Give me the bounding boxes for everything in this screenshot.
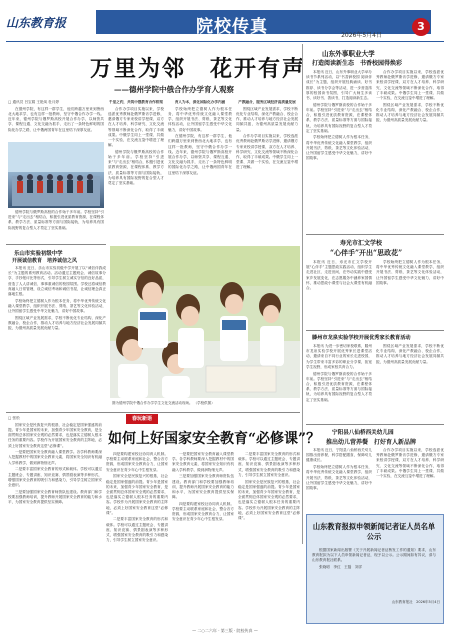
- right-story-2-col1: [306, 260, 372, 326]
- group-photo-small-figures: [8, 142, 104, 208]
- right-story-1-text-col2: 合作办学项目实施以来，学校选派优秀教师赴俄罗斯访学进修，邀请俄方专家来校讲学授课，双方在人才培养、科学研究、文化交流等领域不断深化合作，取得了丰硕成果。中俄学生同上一堂课、共做一个实验，在交流互鉴中增进了理解。: [376, 70, 444, 101]
- right-story-2-subheadline: “心伴手”开出“思政花”: [330, 248, 403, 257]
- notice-text: 根据国家新闻出版署《关于开展新闻记者证核发工作的通知》要求，山东教育报拟为以下人员申领新闻记者证，现予以公示。公示期间如有异议，请与山东教育报社联系。: [312, 548, 436, 563]
- main-paragraph-3: 合作办学项目实施以来，学校选派优秀教师赴俄罗斯访学进修，邀请俄方专家来校讲学授课，双方在人才培养、科学研究、文化交流等领域不断深化合作，取得了丰硕成果。中俄学生同上一堂课、共做一个实验，在交流互鉴中增进了理解。: [108, 106, 164, 148]
- main-story-col1b: [8, 210, 104, 238]
- right-story-1-text-cont: 德州学院与俄罗斯高校的合作始于多年前。学校坚持“引进来”与“走出去”相结合，积极引进优质教育资源，在课程体系、教学方法、质量标准等方面与国际接轨，为培养具有国际视野的复合型人才奠定了坚实基础。: [306, 102, 372, 133]
- bottom-paragraph-2: 一是要把国家安全教育融入课堂教学。各学科教师要深入挖掘教材中的国家安全教育元素，将国家安全知识有机融入学科教学，做到润物细无声。: [8, 450, 102, 465]
- right-story-3-headline: 滕州市龙泉实验学校开展优秀家长教育活动: [312, 335, 411, 341]
- bottom-story-top-rule: [6, 412, 300, 413]
- left-story-subheadline: 开展诚信教育 培养诚信之风: [12, 258, 78, 264]
- right-story-1-col2: [376, 70, 444, 230]
- left-story-headline: 乐山市实验初级中学: [14, 251, 63, 257]
- bottom-paragraph-3-cont: 二是要丰富国家安全教育的形式和载体。学校可以通过主题班会、专题讲座、知识竞赛、情景剧表演等多种形式，增强国家安全教育的吸引力和感染力，引导学生树立国家安全意识。: [106, 517, 168, 543]
- right-story-1-text-col2b: 围绕区域产业发展需求，学校不断优化专业结构，深化产教融合、校企合作，推动人才培养与地方经济社会发展同频共振，为德州高质量发展贡献力量。: [376, 102, 444, 123]
- main-photo-scene: [110, 246, 300, 398]
- bottom-paragraph-3: 二是要丰富国家安全教育的形式和载体。学校可以通过主题班会、专题讲座、知识竞赛、情景剧表演等多种形式，增强国家安全教育的吸引力和感染力，引导学生树立国家安全意识。: [8, 467, 102, 487]
- bottom-byline: □ 张松: [8, 416, 20, 420]
- bottom-paragraph-3-cont2: 二是要丰富国家安全教育的形式和载体。学校可以通过主题班会、专题讲座、知识竞赛、情景剧表演等多种形式，增强国家安全教育的吸引力和感染力，引导学生树立国家安全意识。: [238, 452, 300, 477]
- right-story-4-text: 本报讯 近日，宁阳县八仙桥西关幼儿园推出营养餐，科学搭配膳食，保障幼儿健康成长。: [306, 448, 372, 463]
- right-story-3-col2: [376, 344, 444, 420]
- section-title: 院校传真: [196, 17, 268, 37]
- bottom-story-col2: [106, 452, 168, 624]
- right-story-2-headline: 寿光市汇文学校: [340, 240, 383, 247]
- bottom-paragraph-1-cont2: 国家安全是民族复兴的根基，社会稳定是国家强盛的前提。青少年是国家的未来，加强青少年国家安全教育，是全面贯彻总体国家安全观的必然要求，也是落实立德树人根本任务的重要内容。学校作为开展国家安全教育的主阵地，必须上好国家安全教育这堂“必修课”。: [238, 479, 300, 520]
- photo-caption-credit: （学校供图）: [193, 401, 215, 405]
- right-rule-1: [306, 234, 444, 235]
- bottom-paragraph-5-cont: 四是要构建家校社协同育人机制。学校要主动联系家庭和社会，整合各方资源，形成国家安全教育合力，让国家安全意识在青少年心中生根发芽。: [172, 501, 234, 522]
- main-paragraph-1-cont: 在德州学院，有这样一群学生，他们跨越万里来到鲁西北大地求学，也有这样一批教师，坚守中俄合作办学一线。近年来，德州学院与俄罗斯高校开展合作办学，以师资共享、课程互通、文化交融为抓手，走出了一条特色鲜明的国际化办学之路，让中俄两国青年在这里结下深厚友谊。: [168, 134, 232, 175]
- main-paragraph-1: 在德州学院，有这样一群学生，他们跨越万里来到鲁西北大地求学，也有这样一批教师，坚守中俄合作办学一线。近年来，德州学院与俄罗斯高校开展合作办学，以师资共享、课程互通、文化交融为抓手，走出了一条特色鲜明的国际化办学之路，让中俄两国青年在这里结下深厚友谊。: [8, 106, 104, 132]
- notice-title: 山东教育报拟申领新闻记者证人员名单公示: [312, 522, 436, 541]
- bottom-story-headline: 如何上好国家安全教育“必修课”？: [108, 431, 321, 447]
- right-story-4-headline: 宁阳县八仙桥西关幼儿园: [332, 430, 394, 436]
- notice-body: [312, 548, 436, 596]
- main-byline: □ 通讯员 吕宝娟 王艳凤 杜月婷: [8, 100, 60, 104]
- left-story-rule: [6, 244, 106, 245]
- main-photo: [110, 246, 300, 398]
- right-story-4-subheadline: 推出幼儿营养餐 打好育人新品牌: [326, 439, 417, 446]
- bottom-paragraph-1-cont: 国家安全是民族复兴的根基，社会稳定是国家强盛的前提。青少年是国家的未来，加强青少年国家安全教育，是全面贯彻总体国家安全观的必然要求，也是落实立德树人根本任务的重要内容。学校作为开展国家安全教育的主阵地，必须上好国家安全教育这堂“必修课”。: [106, 474, 168, 515]
- group-photo-small: [8, 142, 104, 208]
- left-story-text: 本报讯 近日，乐山市实验初级中学开展了以“诚信伴我成长”为主题的系列教育活动。活动通过主题班会、诚信故事分享、手抄报评比等形式，引导学生树立诚实守信的良好品质，营造了人人讲诚信、事事重诚信的校园氛围。学校还将诚信教育融入日常管理，设立诚信考场和诚信书屋，让诚信理念真正落地生根。: [8, 266, 106, 297]
- page-number-badge: 3: [412, 18, 430, 36]
- main-paragraph-2-cont: 德州学院与俄罗斯高校的合作始于多年前。学校坚持“引进来”与“走出去”相结合，积极引进优质教育资源，在课程体系、教学方法、质量标准等方面与国际接轨，为培养具有国际视野的复合型人才奠定了坚实基础。: [108, 149, 164, 186]
- main-paragraph-3-cont: 合作办学项目实施以来，学校选派优秀教师赴俄罗斯访学进修，邀请俄方专家来校讲学授课，双方在人才培养、科学研究、文化交流等领域不断深化合作，取得了丰硕成果。中俄学生同上一堂课、共做一个实验，在交流互鉴中增进了理解。: [236, 134, 298, 170]
- bottom-story-col3: [172, 452, 234, 624]
- main-sub-2: 育人为本，深化国际化办学内涵: [174, 100, 226, 104]
- bottom-story-tag: 春玩新语: [126, 414, 158, 424]
- right-story-1-col1: [306, 70, 372, 230]
- issue-date: 2026年5月4日: [341, 32, 382, 39]
- bottom-paragraph-4: 三是要加强国家安全教育师资队伍建设。教育部门和学校要加强教师培训，提升教师开展国家安全教育的能力和水平，为国家安全教育提供坚实保障。: [8, 489, 102, 505]
- notice-contact: 山东教育报社 2026年5月4日: [391, 600, 440, 604]
- bottom-paragraph-1: 国家安全是民族复兴的根基，社会稳定是国家强盛的前提。青少年是国家的未来，加强青少年国家安全教育，是全面贯彻总体国家安全观的必然要求，也是落实立德树人根本任务的重要内容。学校作为开展国家安全教育的主阵地，必须上好国家安全教育这堂“必修课”。: [8, 422, 102, 448]
- main-paragraph-5: 围绕区域产业发展需求，学校不断优化专业结构，深化产教融合、校企合作，推动人才培养与地方经济社会发展同频共振，为德州高质量发展贡献力量。: [236, 106, 298, 132]
- paper-logo: 山东教育报: [6, 16, 67, 30]
- right-rule-2: [306, 330, 444, 331]
- right-story-1-headline: 山东外事职业大学: [322, 50, 375, 58]
- right-story-1-text-cont2: 学校始终把立德树人作为根本任务，将中华优秀传统文化融入课堂教学，组织开展书法、剪纸、茶艺等文化体验活动，让外国留学生感受中华文化魅力，讲好中国故事。: [306, 135, 372, 161]
- header-rule: [6, 41, 444, 42]
- right-story-3-text-col2: 围绕区域产业发展需求，学校不断优化专业结构，深化产教融合、校企合作，推动人才培养与地方经济社会发展同频共振，为德州高质量发展贡献力量。: [376, 344, 444, 364]
- masthead: [0, 0, 450, 44]
- bottom-story-col4: [238, 452, 300, 624]
- main-paragraph-2: 德州学院与俄罗斯高校的合作始于多年前。学校坚持“引进来”与“走出去”相结合，积极引进优质教育资源，在课程体系、教学方法、质量标准等方面与国际接轨，为培养具有国际视野的复合型人才奠定了坚实基础。: [8, 210, 104, 230]
- main-subheadline: ——德州学院中俄合作办学育人观察: [114, 85, 234, 94]
- main-story-col2: [108, 100, 164, 240]
- right-story-3-text-cont: 德州学院与俄罗斯高校的合作始于多年前。学校坚持“引进来”与“走出去”相结合，积极引进优质教育资源，在课程体系、教学方法、质量标准等方面与国际接轨，为培养具有国际视野的复合型人才奠定了坚实基础。: [306, 371, 372, 402]
- photo-caption-text: 图为德州学院中俄合作办学学生文化交流活动现场。: [112, 401, 193, 405]
- right-column-divider: [302, 44, 303, 544]
- main-story-col1: [8, 100, 104, 140]
- notice-names: 张晓明 李红 王磊 刘洋: [319, 565, 363, 570]
- bottom-paragraph-5: 四是要构建家校社协同育人机制。学校要主动联系家庭和社会，整合各方资源，形成国家安全教育合力，让国家安全意识在青少年心中生根发芽。: [106, 452, 168, 472]
- left-story-text-cont2: 围绕区域产业发展需求，学校不断优化专业结构，深化产教融合、校企合作，推动人才培养与地方经济社会发展同频共振，为德州高质量发展贡献力量。: [8, 315, 106, 331]
- main-headline: 万里为邻 花开有声: [90, 56, 307, 82]
- right-rule-3: [306, 424, 444, 425]
- right-story-4-col2: [376, 448, 444, 510]
- right-story-1-subheadline: 打造阅读新生态 书香校园得焕彩: [312, 60, 403, 67]
- right-story-4-text-col2: 合作办学项目实施以来，学校选派优秀教师赴俄罗斯访学进修，邀请俄方专家来校讲学授课，双方在人才培养、科学研究、文化交流等领域不断深化合作，取得了丰硕成果。中俄学生同上一堂课、共做一个实验，在交流互鉴中增进了理解。: [376, 448, 444, 479]
- bottom-paragraph-2-cont: 一是要把国家安全教育融入课堂教学。各学科教师要深入挖掘教材中的国家安全教育元素，将国家安全知识有机融入学科教学，做到润物细无声。: [172, 452, 234, 472]
- right-story-4-text-cont: 学校始终把立德树人作为根本任务，将中华优秀传统文化融入课堂教学，组织开展书法、剪纸、茶艺等文化体验活动，让外国留学生感受中华文化魅力，讲好中国故事。: [306, 465, 372, 490]
- main-photo-caption: [112, 401, 298, 406]
- right-story-3-text: 本报讯 为进一步密切家校联系，滕州市龙泉实验学校开展优秀家长进课堂活动，邀请来自不同行业的家长走进校园，为学生带来丰富多彩的职业分享课，拓宽学生视野，形成家校共育合力。: [306, 344, 372, 369]
- page-footer: — 二○二六年 · 第三版 · 院校传真 —: [192, 628, 258, 633]
- right-story-2-text-cont: 学校始终把立德树人作为根本任务，将中华优秀传统文化融入课堂教学，组织开展书法、剪纸、茶艺等文化体验活动，让外国留学生感受中华文化魅力，讲好中国故事。: [376, 260, 444, 285]
- bottom-story-col1: [8, 416, 102, 624]
- right-story-2-col2: [376, 260, 444, 326]
- main-paragraph-4: 学校始终把立德树人作为根本任务，将中华优秀传统文化融入课堂教学，组织开展书法、剪纸、茶艺等文化体验活动，让外国留学生感受中华文化魅力，讲好中国故事。: [168, 106, 232, 132]
- right-story-4-col1: [306, 448, 372, 510]
- right-story-1-text: 本报讯 近日，山东外事职业大学举办读书节系列活动，以“书香润校园 阅读伴成长”为主题，组织开展经典诵读、好书推荐、读书分享会等活动，进一步营造浓厚的校园读书氛围，引导广大师生多读书、读好书、善读书，打造阅读新生态。: [306, 70, 372, 101]
- right-story-3-col1: [306, 344, 372, 420]
- main-story-col4: [236, 100, 298, 240]
- main-sub-1: 千里之约，共筑中俄教育合作桥梁: [109, 100, 163, 104]
- bottom-paragraph-4-cont: 三是要加强国家安全教育师资队伍建设。教育部门和学校要加强教师培训，提升教师开展国家安全教育的能力和水平，为国家安全教育提供坚实保障。: [172, 474, 234, 500]
- left-story-body: [8, 266, 106, 408]
- right-story-2-text: 本报讯 近日，寿光市汇文学校开展“心伴手”主题思政实践活动，组织学生走进社区、走进田间，在劳动实践中感受家乡发展变化，在志愿服务中涵养家国情怀，推动思政小课堂与社会大课堂有机融合。: [306, 260, 372, 291]
- main-story-col3: [168, 100, 232, 240]
- main-sub-3: 产教融合，服务区域经济高质量发展: [238, 100, 296, 104]
- left-story-text-cont: 学校始终把立德树人作为根本任务，将中华优秀传统文化融入课堂教学，组织开展书法、剪纸、茶艺等文化体验活动，让外国留学生感受中华文化魅力，讲好中国故事。: [8, 298, 106, 314]
